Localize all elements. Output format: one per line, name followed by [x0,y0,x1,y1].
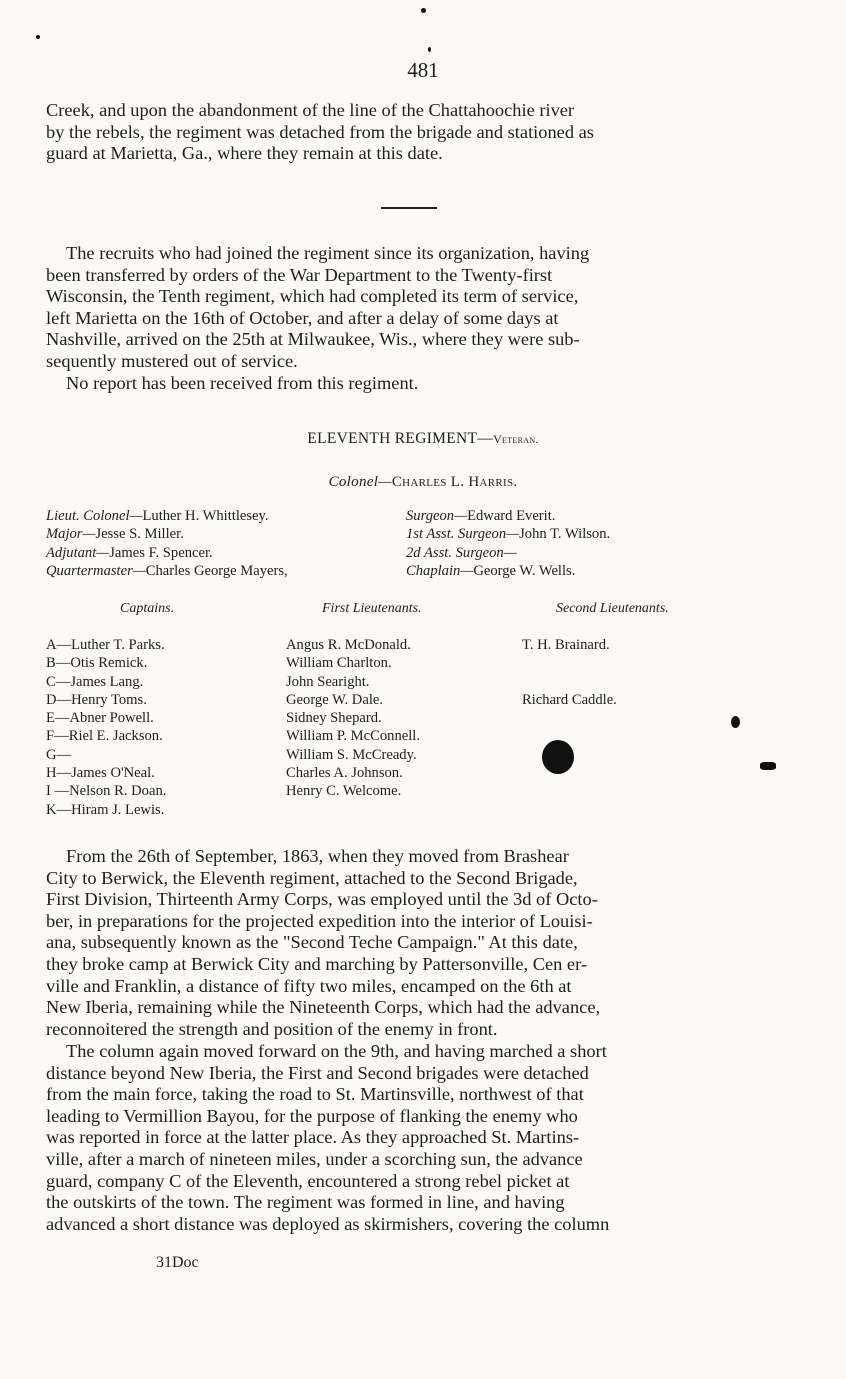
staff-title: 1st Asst. Surgeon— [406,526,520,543]
captains-header: Captains. [120,601,175,616]
list-item: William Charlton. [286,655,392,672]
staff-name: John T. Wilson. [519,526,611,543]
colonel-line [0,474,846,491]
recruits-paragraph [46,243,762,394]
staff-entry [406,507,610,525]
staff-title: 2d Asst. Surgeon— [406,544,517,561]
list-item: William S. McCready. [286,746,417,763]
section-divider [381,207,437,209]
list-item [522,673,617,691]
first-lieutenants-header: First Lieutenants. [322,601,422,616]
text-line: Wisconsin, the Tenth regiment, which had completed its term of service, [46,286,579,307]
signature-mark: 31Doc [156,1254,199,1271]
ink-speck [731,716,740,728]
text-line: The column again moved forward on the 9th, and having marched a short [66,1041,607,1061]
second-lieutenants-list [522,636,617,709]
regiment-heading [0,430,846,448]
staff-entry [46,562,288,580]
regiment-suffix: Veteran. [493,432,539,446]
captains-list [46,636,166,819]
text-line: distance beyond New Iberia, the First and Second brigades were detached [46,1062,589,1083]
staff-entry [406,544,610,562]
regiment-title: ELEVENTH REGIMENT— [307,430,494,447]
first-lieutenants-list [286,636,420,801]
staff-title: Chaplain— [406,562,474,579]
staff-name: James F. Spencer. [109,544,213,561]
ink-speck [421,8,426,13]
list-item: K—Hiram J. Lewis. [46,801,165,818]
text-line: First Division, Thirteenth Army Corps, was employed until the 3d of Octo- [46,889,598,910]
text-line: was reported in force at the latter place. As they approached St. Martins- [46,1127,580,1148]
list-item: A—Luther T. Parks. [46,637,165,653]
text-line: by the rebels, the regiment was detached from the brigade and stationed as [46,121,594,142]
text-line: guard, company C of the Eleventh, encountered a strong rebel picket at [46,1170,570,1191]
list-item: Charles A. Johnson. [286,765,403,782]
narrative-paragraph-1 [46,846,762,1040]
text-line: New Iberia, remaining while the Nineteenth Corps, which had the advance, [46,997,601,1018]
staff-entry [46,507,288,525]
text-line: the outskirts of the town. The regiment was formed in line, and having [46,1192,565,1213]
text-line: from the main force, taking the road to St. Martinsville, northwest of that [46,1084,584,1105]
text-line: ana, subsequently known as the "Second Teche Campaign." At this date, [46,932,578,953]
text-line: they broke camp at Berwick City and marching by Pattersonville, Cen er- [46,953,587,974]
text-line: ville, after a march of nineteen miles, under a scorching sun, the advance [46,1148,583,1169]
staff-name: Jesse S. Miller. [95,526,184,543]
list-item: G— [46,746,72,763]
staff-left-list [46,507,288,580]
staff-entry [46,544,288,562]
ink-speck [760,762,776,770]
list-item: William P. McConnell. [286,728,420,745]
list-item: John Searight. [286,673,370,690]
list-item: F—Riel E. Jackson. [46,728,163,745]
list-item: T. H. Brainard. [522,637,610,653]
intro-paragraph [46,100,762,165]
colonel-name: Charles L. Harris. [391,474,518,490]
ink-speck [36,35,40,39]
list-item: Sidney Shepard. [286,710,382,727]
list-item: H—James O'Neal. [46,765,155,782]
second-lieutenants-header: Second Lieutenants. [556,601,669,616]
text-line: left Marietta on the 16th of October, and after a delay of some days at [46,307,559,328]
staff-title: Lieut. Colonel— [46,508,143,524]
staff-right-list [406,507,610,580]
text-line: advanced a short distance was deployed as skirmishers, covering the column [46,1213,610,1234]
staff-name: Charles George Mayers, [145,562,288,579]
staff-name: George W. Wells. [473,562,576,579]
text-line: ville and Franklin, a distance of fifty two miles, encamped on the 6th at [46,975,572,996]
no-report-line: No report has been received from this regiment. [66,372,419,393]
list-item: D—Henry Toms. [46,691,147,708]
page-number: 481 [407,58,439,82]
text-line: City to Berwick, the Eleventh regiment, attached to the Second Brigade, [46,867,578,888]
text-line: From the 26th of September, 1863, when they moved from Brashear [66,846,569,866]
text-line: Creek, and upon the abandonment of the line of the Chattahoochie river [46,100,575,120]
text-line: Nashville, arrived on the 25th at Milwaukee, Wis., where they were sub- [46,329,580,350]
staff-name: Edward Everit. [467,508,556,524]
text-line: guard at Marietta, Ga., where they remain at this date. [46,143,443,164]
list-item: B—Otis Remick. [46,655,148,672]
text-line: The recruits who had joined the regiment since its organization, having [66,243,590,263]
list-item: George W. Dale. [286,691,383,708]
list-item [522,654,617,672]
staff-title: Quartermaster— [46,562,146,579]
list-item: C—James Lang. [46,673,144,690]
text-line: leading to Vermillion Bayou, for the purpose of flanking the enemy who [46,1105,578,1126]
text-line: ber, in preparations for the projected expedition into the interior of Louisi- [46,910,593,931]
colonel-title: Colonel— [328,474,392,490]
list-item: Angus R. McDonald. [286,637,411,653]
list-item: Richard Caddle. [522,691,617,708]
text-line: reconnoitered the strength and position of the enemy in front. [46,1018,498,1039]
staff-title: Major— [46,526,96,543]
list-item: I —Nelson R. Doan. [46,783,167,800]
staff-entry [46,525,288,543]
staff-title: Adjutant— [46,544,110,561]
list-item: Henry C. Welcome. [286,783,402,800]
narrative-paragraph-2 [46,1041,762,1235]
staff-entry [406,525,610,543]
ink-speck [428,47,431,52]
ink-blot [542,740,574,774]
list-item: E—Abner Powell. [46,710,154,727]
text-line: sequently mustered out of service. [46,350,298,371]
staff-entry [406,562,610,580]
staff-name: Luther H. Whittlesey. [142,508,269,524]
staff-title: Surgeon— [406,508,468,524]
text-line: been transferred by orders of the War Department to the Twenty-first [46,264,553,285]
